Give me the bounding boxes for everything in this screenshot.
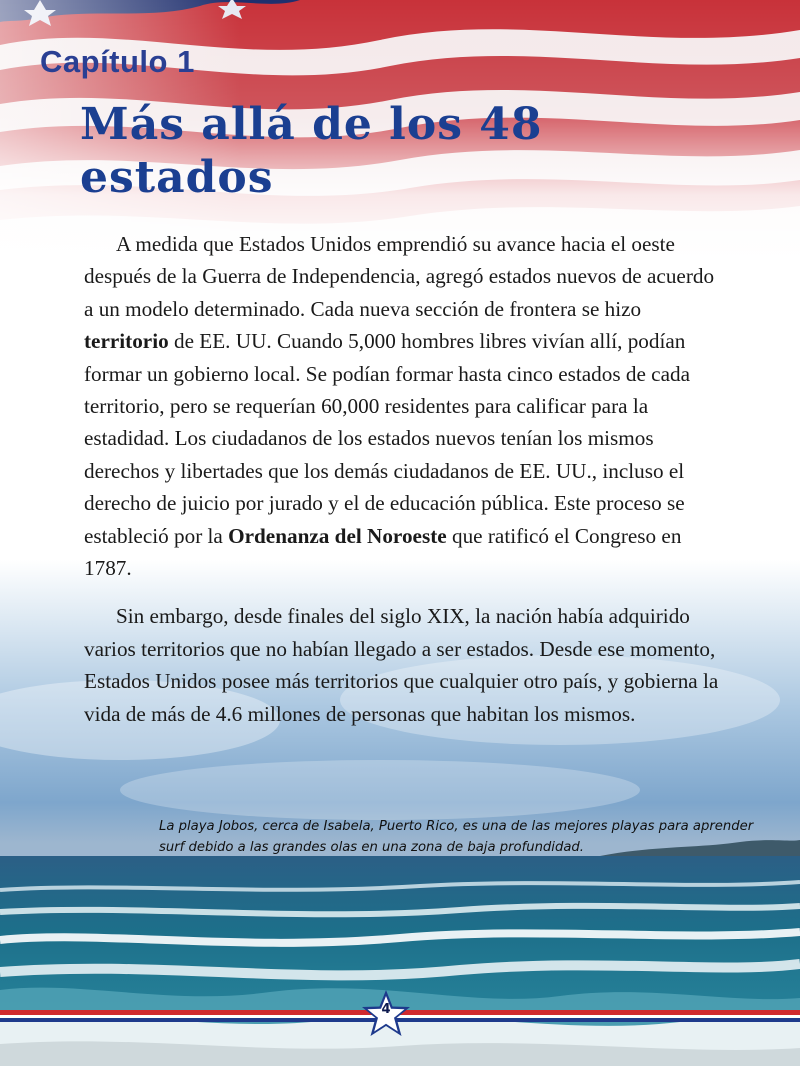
page-title: Más allá de los 48 estados [80, 99, 543, 203]
article-body [84, 228, 724, 746]
page-number: 4 [381, 1002, 391, 1017]
term-territorio: territorio [84, 329, 169, 354]
paragraph-1-text-b: de EE. UU. Cuando 5,000 hombres libres vivían allí, podían formar un gobierno local. Se podían formar hasta cinco estados de cada territorio, pero se requerían 60,000 residentes para calificar para la estadidad. Los ciudadanos de los estados nuevos tenían los mismos derechos y libertades que los demás ciudadanos de EE. UU., incluso el derecho de juicio por jurado y el de educación pública. Este proceso se estableció por la [84, 329, 690, 548]
photo-caption: La playa Jobos, cerca de Isabela, Puerto Rico, es una de las mejores playas para aprender surf debido a las grandes olas en una zona de baja profundidad. [159, 819, 754, 855]
paragraph-2: Sin embargo, desde finales del siglo XIX, la nación había adquirido varios territorios que no habían llegado a ser estados. Desde ese momento, Estados Unidos posee más territorios que cualquier otro país, y gobierna la vida de más de 4.6 millones de personas que habitan los mismos. [84, 604, 719, 726]
paragraph-1-text-a: A medida que Estados Unidos emprendió su avance hacia el oeste después de la Guerra de Independencia, agregó estados nuevos de acuerdo a un modelo determinado. Cada nueva sección de frontera se hizo [84, 232, 715, 321]
paragraph-1 [84, 228, 724, 584]
term-ordenanza: Ordenanza del Noroeste [228, 523, 447, 548]
paragraph-1-text-c: que ratificó el Congreso en 1787. [84, 523, 682, 581]
chapter-label: Capítulo 1 [40, 44, 195, 79]
